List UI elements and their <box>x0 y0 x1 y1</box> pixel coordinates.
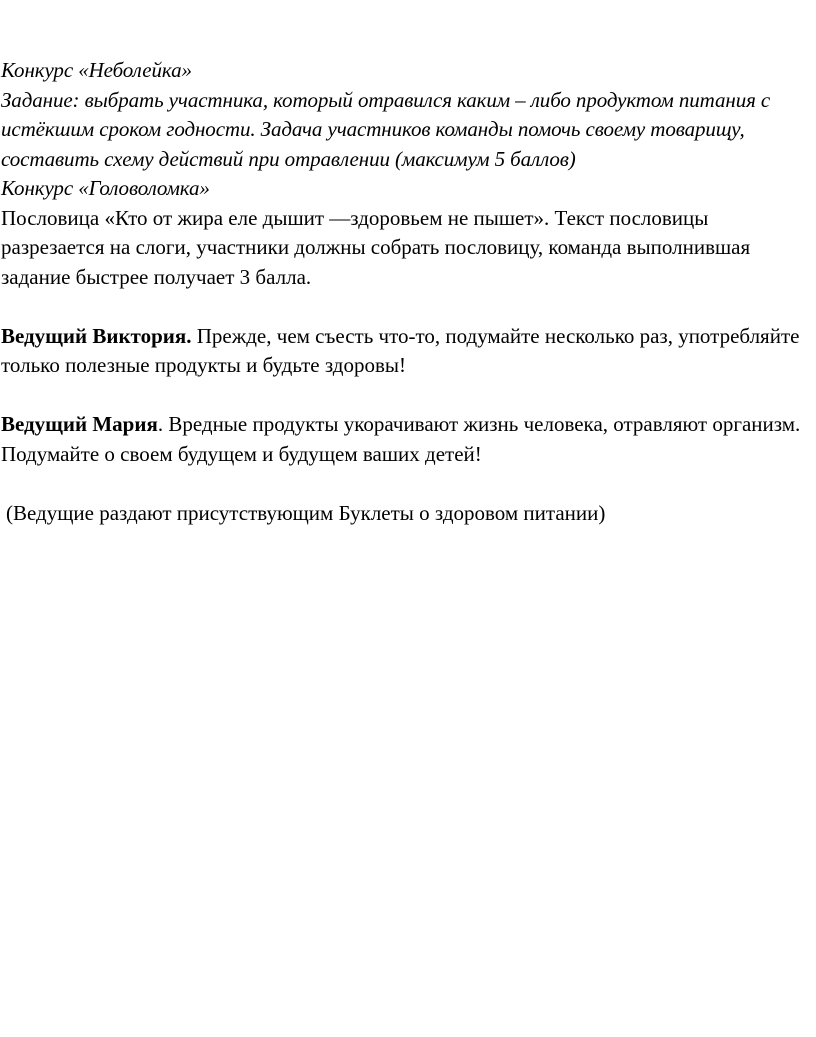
host-maria-line2: Подумайте о своем будущем и будущем ваших детей! <box>1 441 482 466</box>
spacer <box>1 292 806 322</box>
host-viktoria-text: Прежде, чем съесть что-то, подумайте несколько раз, употребляйте только полезные продукты и будьте здоровы! <box>1 323 800 377</box>
contest-golovolomka-title: Конкурс «Головоломка» <box>1 176 210 200</box>
host-maria-name: Ведущий Мария <box>1 412 158 436</box>
host-maria-text: . Вредные продукты укорачивают жизнь человека, отравляют организм. <box>157 412 801 436</box>
host-viktoria-paragraph <box>1 322 806 381</box>
contest-neboleyka-title: Конкурс «Неболейка» <box>1 58 192 82</box>
host-viktoria-name: Ведущий Виктория. <box>1 323 192 348</box>
host-maria-paragraph <box>1 410 806 440</box>
contest-golovolomka-text: Пословица «Кто от жира еле дышит —здоровьем не пышет». Текст пословицы разрезается на слоги, участники должны собрать пословицу, команда выполнившая задание быстрее получает 3 балла. <box>1 205 751 289</box>
spacer <box>1 381 806 411</box>
spacer <box>1 469 806 499</box>
contest-neboleyka-task: Задание: выбрать участника, который отравился каким – либо продуктом питания с истёкшим сроком годности. Задача участников команды помочь своему товарищу, составить схему действий при отравлении (максимум 5 баллов) <box>1 87 771 171</box>
closing-note: (Ведущие раздают присутствующим Буклеты о здоровом питании) <box>6 500 606 525</box>
